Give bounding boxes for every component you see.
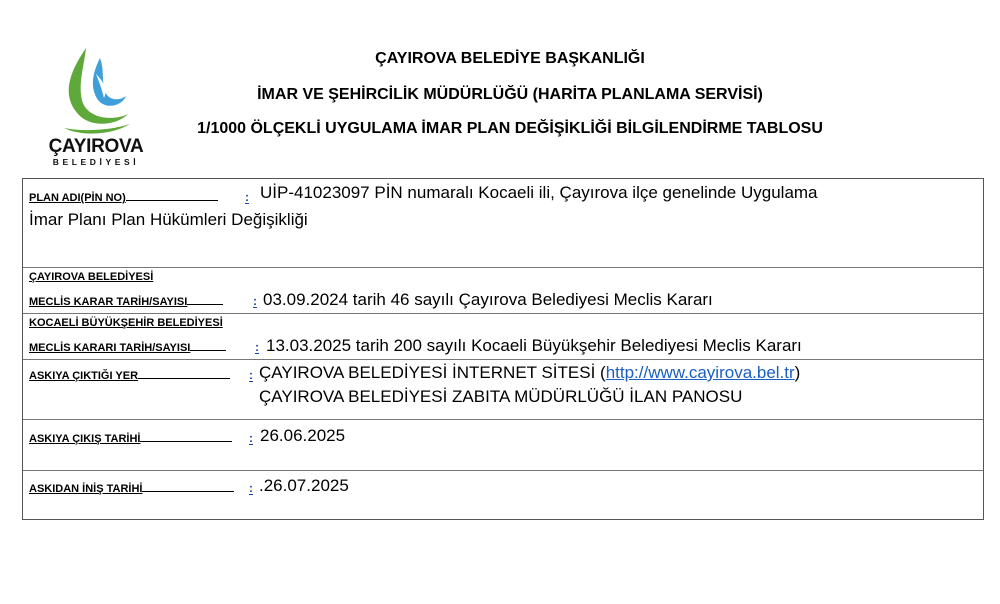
askiya-yer-value: ÇAYIROVA BELEDİYESİ İNTERNET SİTESİ (http://www.cayirova.bel.tr) <box>259 363 801 382</box>
askidan-tarih-value: .26.07.2025 <box>259 476 349 495</box>
askiya-yer-label: ASKIYA ÇIKTIĞI YER <box>29 368 230 382</box>
header-line-1: ÇAYIROVA BELEDİYE BAŞKANLIĞI <box>375 50 645 67</box>
meclis2-label-top: KOCAELİ BÜYÜKŞEHİR BELEDİYESİ <box>29 317 223 329</box>
water-drop-logo-icon <box>56 44 136 136</box>
meclis2-colon: : <box>255 340 259 354</box>
table-row-askidan-tarih <box>23 471 983 519</box>
meclis2-label-bottom: MECLİS KARARI TARİH/SAYISI <box>29 340 226 354</box>
header-line-2: İMAR VE ŞEHİRCİLİK MÜDÜRLÜĞÜ (HARİTA PLANLAMA SERVİSİ) <box>257 86 763 103</box>
table-row-askiya-yer <box>23 360 983 420</box>
askiya-tarih-colon: : <box>249 431 253 445</box>
meclis1-colon: : <box>253 294 257 308</box>
info-table <box>22 178 984 520</box>
plan-colon: : <box>245 190 249 204</box>
cayirova-logo <box>46 44 146 169</box>
askiya-tarih-label: ASKIYA ÇIKIŞ TARİHİ <box>29 431 232 445</box>
meclis1-label-top: ÇAYIROVA BELEDİYESİ <box>29 271 154 283</box>
meclis2-value: 13.03.2025 tarih 200 sayılı Kocaeli Büyükşehir Belediyesi Meclis Kararı <box>266 336 802 355</box>
plan-label: PLAN ADI(PİN NO) <box>29 190 218 204</box>
plan-value-line1: UİP-41023097 PİN numaralı Kocaeli ili, Çayırova ilçe genelinde Uygulama <box>260 183 818 202</box>
table-row-plan <box>23 179 983 268</box>
table-row-askiya-tarih <box>23 420 983 471</box>
header-line-3: 1/1000 ÖLÇEKLİ UYGULAMA İMAR PLAN DEĞİŞİKLİĞİ BİLGİLENDİRME TABLOSU <box>197 120 823 137</box>
meclis1-value: 03.09.2024 tarih 46 sayılı Çayırova Belediyesi Meclis Kararı <box>263 290 713 309</box>
table-row-meclis2 <box>23 314 983 360</box>
plan-value-line2: İmar Planı Plan Hükümleri Değişikliği <box>29 210 308 229</box>
logo-wordmark: ÇAYIROVA <box>48 136 144 157</box>
askidan-tarih-colon: : <box>249 481 253 495</box>
askidan-tarih-label: ASKIDAN İNİŞ TARİHİ <box>29 481 234 495</box>
logo-subtitle: BELEDİYESİ <box>52 157 140 167</box>
askiya-tarih-value: 26.06.2025 <box>260 426 346 445</box>
meclis1-label-bottom: MECLİS KARAR TARİH/SAYISI <box>29 294 223 308</box>
askiya-yer-colon: : <box>249 368 253 382</box>
askiya-yer-value-line2: ÇAYIROVA BELEDİYESİ ZABITA MÜDÜRLÜĞÜ İLAN PANOSU <box>259 387 743 406</box>
website-link[interactable]: http://www.cayirova.bel.tr <box>605 363 795 382</box>
table-row-meclis1 <box>23 268 983 314</box>
